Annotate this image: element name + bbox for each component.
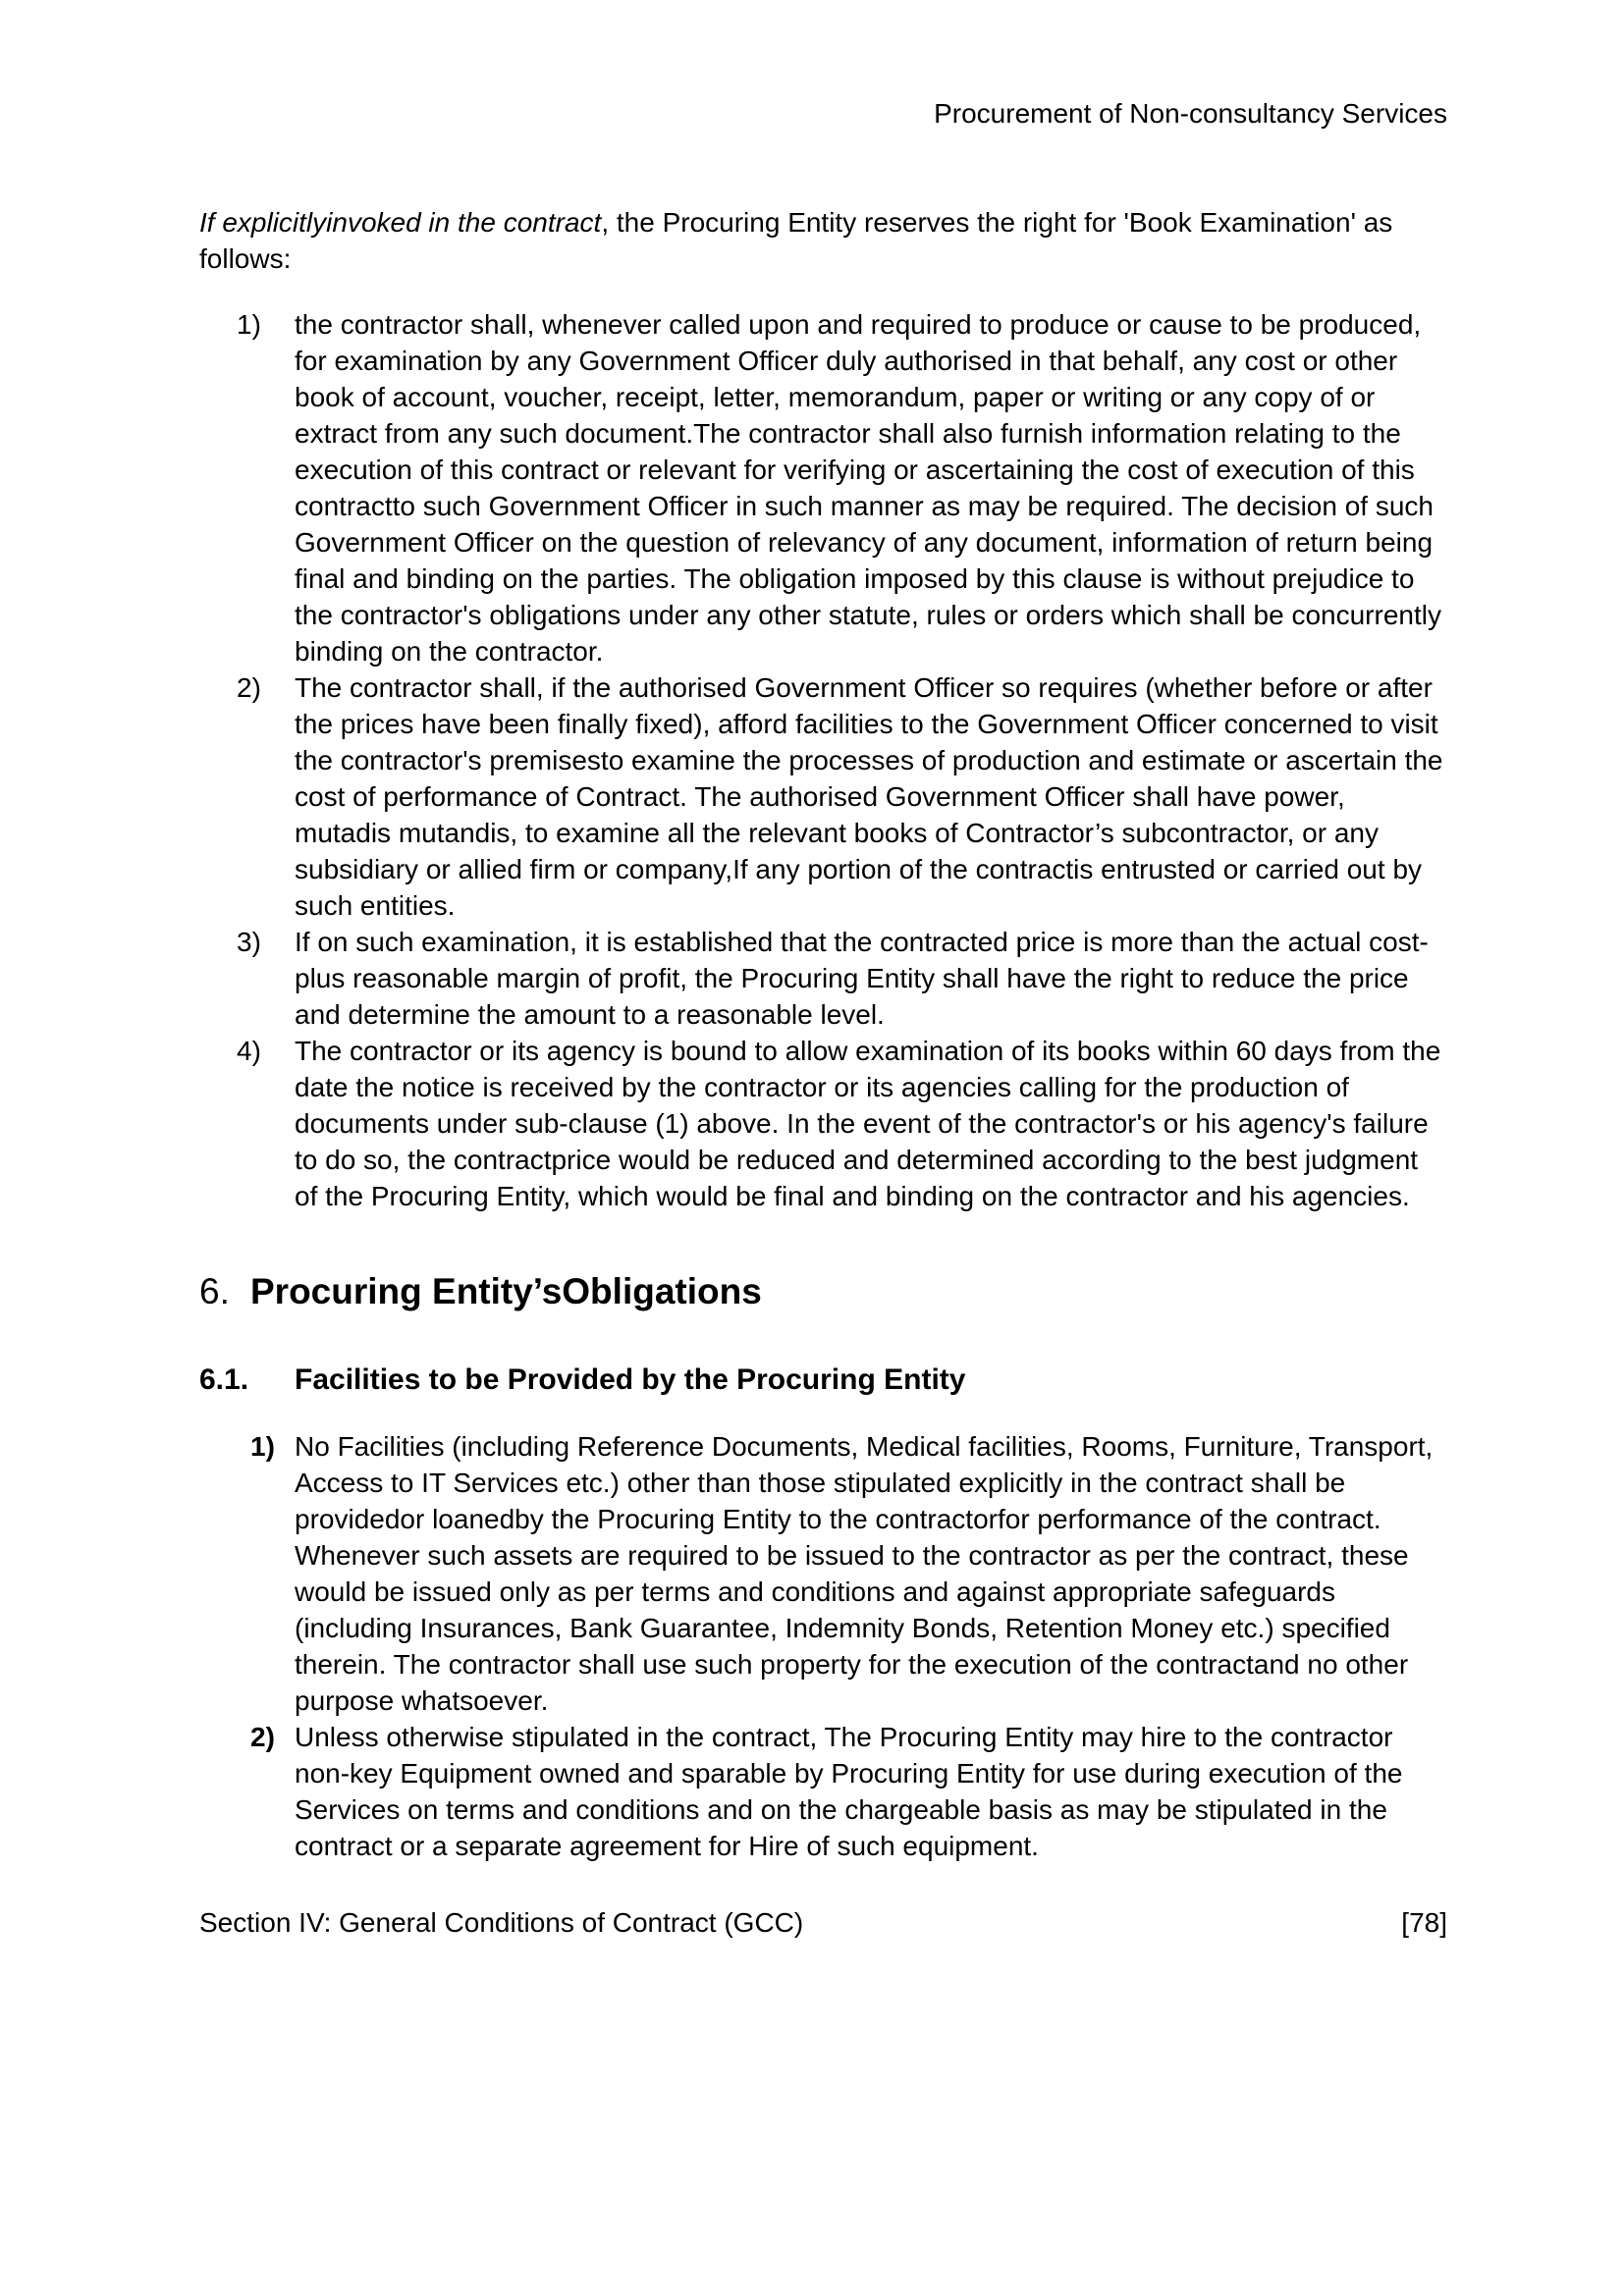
clause-number: 1) [250, 1431, 275, 1462]
clause-number: 2) [250, 1722, 275, 1752]
clause-text: the contractor shall, whenever called upon and required to produce or cause to be produced, for examination by any Government Officer duly authorised in that behalf, any cost or other book of account, voucher, receipt, letter, memorandum, paper or writing or any copy of or extract from any such document.The contractor shall also furnish information relating to the execution of this contract or relevant for verifying or ascertaining the cost of execution of this contractto such Government Officer in such manner as may be required. The decision of such Government Officer on the question of relevancy of any document, information of return being final and binding on the parties. The obligation imposed by this clause is without prejudice to the contractor's obligations under any other statute, rules or orders which shall be concurrently binding on the contractor. [295, 309, 1441, 667]
clause-text: The contractor or its agency is bound to allow examination of its books within 60 days from the date the notice is received by the contractor or its agencies calling for the production of documents under sub-clause (1) above. In the event of the contractor's or his agency's failure to do so, the contractprice would be reduced and determined according to the best judgment of the Procuring Entity, which would be final and binding on the contractor and his agencies. [295, 1036, 1441, 1211]
book-examination-list [199, 306, 1447, 1214]
footer-page-number: [78] [1401, 1907, 1447, 1938]
clause-number: 2) [237, 672, 261, 703]
facilities-list [199, 1428, 1447, 1864]
facilities-item-2 [250, 1719, 1447, 1864]
clause-number: 3) [237, 927, 261, 957]
intro-italic-lead: If explicitlyinvoked in the contract [199, 207, 602, 238]
clause-item-1 [237, 306, 1447, 669]
clause-item-2 [237, 669, 1447, 924]
clause-text: If on such examination, it is established that the contracted price is more than the actual cost-plus reasonable margin of profit, the Procuring Entity shall have the right to reduce the price and determine the amount to a reasonable level. [295, 927, 1429, 1030]
section-6-number: 6. [199, 1271, 230, 1311]
clause-item-4 [237, 1033, 1447, 1214]
page-footer [199, 1905, 1447, 1941]
clause-number: 4) [237, 1036, 261, 1066]
section-6-title: Procuring Entity’sObligations [250, 1271, 762, 1311]
facilities-item-1 [250, 1428, 1447, 1719]
section-6-1-title: Facilities to be Provided by the Procuring Entity [295, 1363, 966, 1396]
section-6-1-heading [199, 1362, 1447, 1399]
page-header [199, 96, 1447, 132]
footer-section-label: Section IV: General Conditions of Contract (GCC) [199, 1907, 804, 1938]
clause-text: Unless otherwise stipulated in the contract, The Procuring Entity may hire to the contractor non-key Equipment owned and sparable by Procuring Entity for use during execution of the Services on terms and conditions and on the chargeable basis as may be stipulated in the contract or a separate agreement for Hire of such equipment. [295, 1722, 1403, 1861]
clause-text: No Facilities (including Reference Documents, Medical facilities, Rooms, Furniture, Transport, Access to IT Services etc.) other than those stipulated explicitly in the contract shall be providedor loanedby the Procuring Entity to the contractorfor performance of the contract. Whenever such assets are required to be issued to the contractor as per the contract, these would be issued only as per terms and conditions and against appropriate safeguards (including Insurances, Bank Guarantee, Indemnity Bonds, Retention Money etc.) specified therein. The contractor shall use such property for the execution of the contractand no other purpose whatsoever. [295, 1431, 1434, 1716]
header-title: Procurement of Non-consultancy Services [934, 98, 1447, 129]
section-6-1-number: 6.1. [199, 1363, 249, 1396]
clause-item-3 [237, 924, 1447, 1033]
clause-text: The contractor shall, if the authorised Government Officer so requires (whether before or after the prices have been finally fixed), afford facilities to the Government Officer concerned to visit the contractor's premisesto examine the processes of production and estimate or ascertain the cost of performance of Contract. The authorised Government Officer shall have power, mutadis mutandis, to examine all the relevant books of Contractor’s subcontractor, or any subsidiary or allied firm or company,If any portion of the contractis entrusted or carried out by such entities. [295, 672, 1443, 921]
clause-number: 1) [237, 309, 261, 340]
section-6-heading [199, 1269, 1447, 1314]
intro-paragraph [199, 204, 1447, 277]
intro-lead-rest: , the Procuring Entity reserves the right for 'Book Examination' as follows: [199, 207, 1393, 274]
